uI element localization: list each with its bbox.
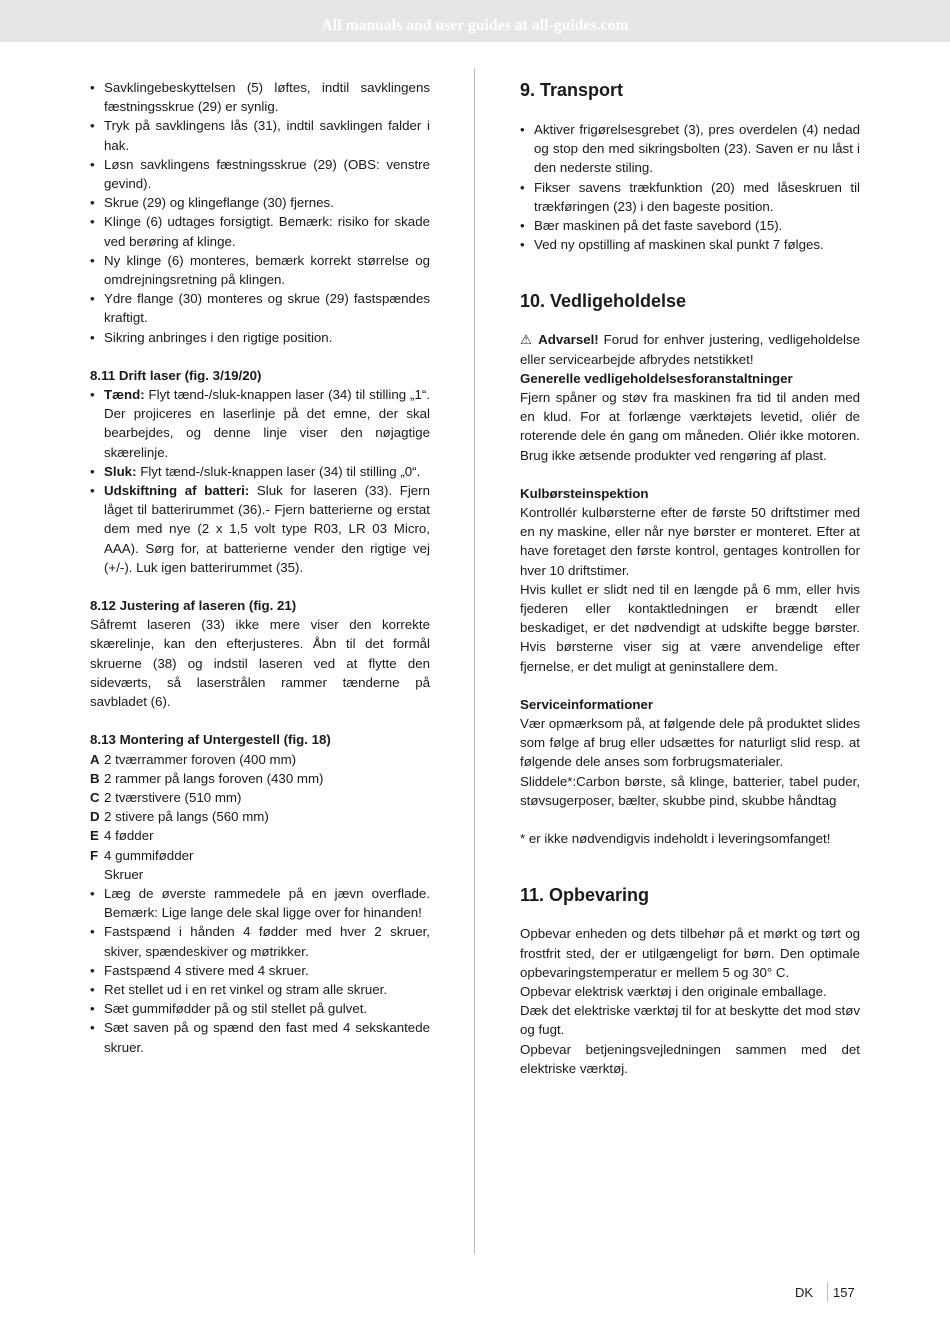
general-maintenance-heading: Generelle vedligeholdelsesforanstaltninger — [520, 370, 793, 386]
part-row: D 2 stivere på langs (560 mm) — [90, 809, 269, 825]
footnote: * er ikke nødvendigvis indeholdt i leveringsomfanget! — [520, 831, 831, 847]
laser-operation-list — [90, 385, 430, 577]
list-item: • Ny klinge (6) monteres, bemærk korrekt størrelse og omdrejningsretning på klingen. — [90, 251, 430, 289]
list-item: • Aktiver frigørelsesgrebet (3), pres overdelen (4) nedad og stop den med sikringsbolten (23). Saven er nu låst i den nederste stiling. — [520, 120, 860, 178]
laser-adjust-text: Såfremt laseren (33) ikke mere viser den korrekte skærelinje, kan den efterjusteres. Åbn til det formål skruerne (38) og indstil laseren ved at flytte den sideværts, så laserstrålen rammer tænderne på savbladet (6). — [90, 617, 430, 710]
language-code: DK — [795, 1285, 814, 1300]
page-number: 157 — [833, 1285, 855, 1300]
section-heading-8-12: 8.12 Justering af laseren (fig. 21) — [90, 598, 297, 614]
list-item — [90, 385, 430, 462]
list-item — [90, 462, 430, 481]
part-row: A 2 tværrammer foroven (400 mm) — [90, 751, 297, 767]
left-column — [90, 78, 430, 1057]
list-item: • Ved ny opstilling af maskinen skal punkt 7 følges. — [520, 235, 860, 254]
part-row: E 4 fødder — [90, 828, 154, 844]
list-item: • Ydre flange (30) monteres og skrue (29) fastspændes kraftigt. — [90, 289, 430, 327]
list-item: • Sæt saven på og spænd den fast med 4 sekskantede skruer. — [90, 1018, 430, 1056]
list-item: • Læg de øverste rammedele på en jævn overflade. Bemærk: Lige lange dele skal ligge over for hinanden! — [90, 884, 430, 922]
list-item: • Klinge (6) udtages forsigtigt. Bemærk: risiko for skade ved berøring af klinge. — [90, 212, 430, 250]
list-item: • Sæt gummifødder på og stil stellet på gulvet. — [90, 999, 430, 1018]
footer-divider — [827, 1282, 828, 1302]
assembly-steps — [90, 884, 430, 1057]
warning-icon: ⚠ — [520, 332, 534, 348]
off-label: Sluk: — [104, 463, 137, 479]
right-column — [520, 78, 860, 1078]
service-info-heading: Serviceinformationer — [520, 696, 654, 712]
list-item: • Tryk på savklingens lås (31), indtil savklingen falder i hak. — [90, 116, 430, 154]
page-footer — [790, 1282, 870, 1302]
parts-list — [90, 750, 430, 884]
service-info-text: Vær opmærksom på, at følgende dele på produktet slides som følge af brug eller udsættes for naturligt slid resp. at følgende dele anses som forbrugsmaterialer. — [520, 716, 860, 770]
warning-label: Advarsel! — [538, 332, 599, 348]
section-heading-transport: 9. Transport — [520, 80, 624, 100]
battery-label: Udskiftning af batteri: — [104, 483, 250, 499]
section-heading-8-13: 8.13 Montering af Untergestell (fig. 18) — [90, 732, 331, 748]
part-row: C 2 tværstivere (510 mm) — [90, 789, 242, 805]
site-banner-text: All manuals and user guides at all-guides.com — [321, 17, 629, 34]
list-item — [90, 481, 430, 577]
battery-text: Sluk for laseren (33). Fjern låget til batterirummet (36).- Fjern batterierne og erstat dem med nye (2 x 1,5 volt type R03, LR 03 Micro, AAA). Sørg for, at batterierne vender den rigtige vej (+/-). Luk igen batterirummet (35). — [104, 483, 430, 575]
part-row: F 4 gummifødder — [90, 847, 194, 863]
storage-text-1: Opbevar enheden og dets tilbehør på et mørkt og tørt og frostfrit sted, der er utilgængeligt for børn. Den optimale opbevaringstemperatur er mellem 5 og 30° C. — [520, 926, 860, 980]
wear-parts-text: Sliddele*:Carbon børste, så klinge, batterier, tabel puder, støvsugerposer, bælter, skubbe pind, skubbe håndtag — [520, 773, 860, 808]
site-banner — [0, 0, 950, 42]
section-heading-maintenance: 10. Vedligeholdelse — [520, 291, 687, 312]
part-row: B 2 rammer på langs foroven (430 mm) — [90, 770, 324, 786]
on-text: Flyt tænd-/sluk-knappen laser (34) til stilling „1“. Der projiceres en laserlinje på det emne, der skal bearbejdes, og denne linje viser den nøjagtige skærelinje. — [104, 387, 430, 460]
storage-text-4: Opbevar betjeningsvejledningen sammen med det elektriske værktøj. — [520, 1041, 860, 1076]
list-item: • Ret stellet ud i en ret vinkel og stram alle skruer. — [90, 980, 430, 999]
list-item: • Savklingebeskyttelsen (5) løftes, indtil savklingens fæstningsskrue (29) er synlig. — [90, 78, 430, 116]
screws-label: Skruer — [104, 866, 144, 882]
brush-inspection-text: Kontrollér kulbørsterne efter de første 50 driftstimer med en ny maskine, eller når nye børster er monteret. Efter at have foretaget den første kontrol, gentages kontrollen for hver 10 driftstimer. — [520, 505, 860, 578]
list-item: • Fikser savens trækfunktion (20) med låseskruen til trækføringen (23) i den bageste position. — [520, 178, 860, 216]
general-maintenance-text: Fjern spåner og støv fra maskinen fra tid til anden med en klud. For at forlænge værktøjets levetid, oliér de roterende dele én gang om måneden. Oliér ikke motoren. Brug ikke ætsende produkter ved rengøring af plast. — [520, 390, 860, 463]
on-label: Tænd: — [104, 387, 145, 403]
blade-change-list — [90, 78, 430, 347]
brush-inspection-text-2: Hvis kullet er slidt ned til en længde på 6 mm, eller hvis fjederen eller kontaktledningen er brændt eller beskadiget, er det nødvendigt at udskifte begge børster. Hvis børsterne viser sig at være anvendelige efter fjernelse, er det muligt at geninstallere dem. — [520, 581, 860, 674]
list-item: • Løsn savklingens fæstningsskrue (29) (OBS: venstre gevind). — [90, 155, 430, 193]
list-item: • Fastspænd i hånden 4 fødder med hver 2 skruer, skiver, spændeskiver og møtrikker. — [90, 922, 430, 960]
storage-text-3: Dæk det elektriske værktøj til for at beskytte det mod støv og fugt. — [520, 1003, 860, 1038]
list-item: • Sikring anbringes i den rigtige position. — [90, 328, 430, 347]
list-item: • Fastspænd 4 stivere med 4 skruer. — [90, 961, 430, 980]
section-heading-8-11: 8.11 Drift laser (fig. 3/19/20) — [90, 367, 262, 383]
warning-paragraph — [520, 330, 860, 368]
transport-list — [520, 120, 860, 254]
storage-text-2: Opbevar elektrisk værktøj i den originale emballage. — [520, 983, 827, 999]
off-text: Flyt tænd-/sluk-knappen laser (34) til stilling „0“. — [136, 463, 421, 479]
list-item: • Bær maskinen på det faste savebord (15). — [520, 216, 860, 235]
list-item: • Skrue (29) og klingeflange (30) fjernes. — [90, 193, 430, 212]
warning-text: Forud for enhver justering, vedligeholdelse eller servicearbejde afbrydes netstikket! — [520, 332, 860, 367]
column-divider — [474, 68, 475, 1254]
section-heading-storage: 11. Opbevaring — [520, 885, 650, 906]
brush-inspection-heading: Kulbørsteinspektion — [520, 485, 649, 501]
